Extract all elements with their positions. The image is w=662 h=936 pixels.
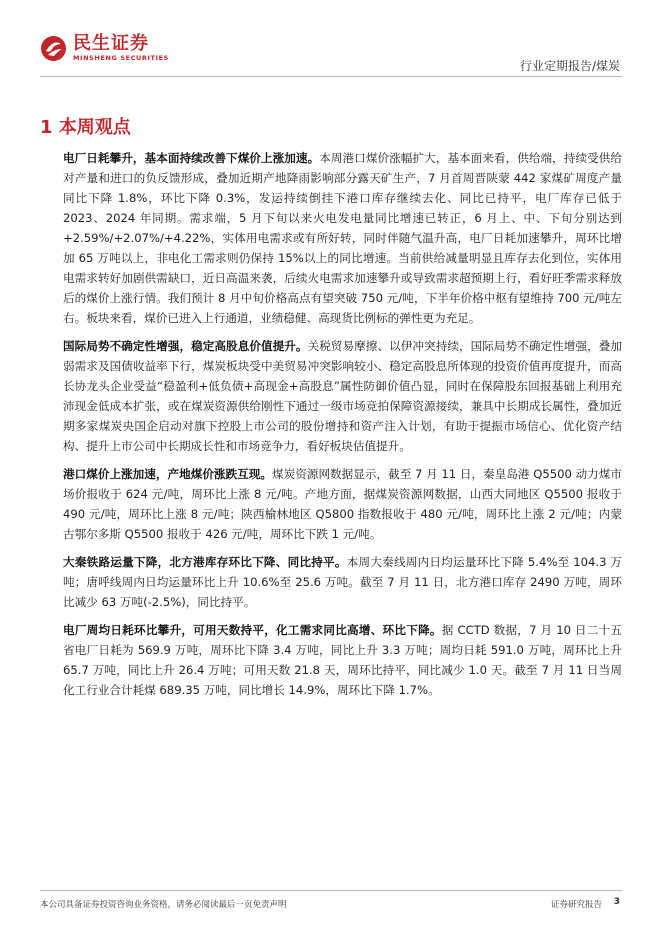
- footer-disclaimer: 本公司具备证券投资咨询业务资格，请务必阅读最后一页免责声明: [40, 900, 287, 910]
- paragraph-lead: 国际局势不确定性增强，稳定高股息价值提升。: [63, 339, 308, 353]
- brand-logo: [40, 34, 169, 63]
- brand-name-cn: 民生证券: [73, 33, 149, 54]
- paragraph-coal-price: [63, 148, 622, 328]
- paragraph-lead: 大秦铁路运量下降，北方港库存环比下降、同比持平。: [63, 555, 347, 569]
- footer-series: 证券研究报告: [550, 900, 602, 910]
- document-type: 行业定期报告/煤炭: [519, 59, 620, 73]
- paragraph-text: 据 CCTD 数据，7 月 10 日二十五省电厂日耗为 569.9 万吨，周环比下降 3.4 万吨，同比上升 3.3 万吨；周均日耗 591.0 万吨，周环比上升 65.7 万吨，同比上升 26.4 万吨；可用天数 21.8 天，周环比持平，同比减少 1.0 天。截至 7 月 11 日当周化工行业合计耗煤 689.35 万吨，同比增长 14.9%，周环比下降 1.7%。: [63, 623, 622, 697]
- minsheng-logo-icon: [40, 35, 67, 62]
- header-divider: [40, 76, 622, 77]
- paragraph-lead: 港口煤价上涨加速，产地煤价涨跌互现。: [63, 467, 272, 481]
- page-number: 3: [613, 897, 620, 907]
- paragraph-dividend-value: [63, 336, 622, 456]
- page-header: [0, 0, 662, 85]
- report-body: [63, 148, 622, 708]
- paragraph-text: 煤炭资源网数据显示，截至 7 月 11 日，秦皇岛港 Q5500 动力煤市场价报收于 624 元/吨，周环比上涨 8 元/吨。产地方面，据煤炭资源网数据，山西大同地区 Q5500 报收于 490 元/吨，周环比上涨 8 元/吨；陕西榆林地区 Q5800 指数报收于 480 元/吨，周环比上涨 2 元/吨；内蒙古鄂尔多斯 Q5500 报收于 426 元/吨，周环比下跌 1 元/吨。: [63, 467, 622, 541]
- paragraph-railway-inventory: [63, 552, 622, 612]
- paragraph-text: 本周港口煤价涨幅扩大，基本面来看，供给端，持续受供给对产量和进口的负反馈形成，叠加近期产地降雨影响部分露天矿生产，7 月首周晋陕蒙 442 家煤矿周度产量同比下降 1.8%，环比下降 0.3%，发运持续倒挂下港口库存继续去化、同比已持平，电厂库存已低于 2023、2024 年同期。需求端，5 月下旬以来火电发电量同比增速已转正，6 月上、中、下旬分别达到+2.59%/+2.07%/+4.22%，实体用电需求或有所好转，同时伴随气温升高，电厂日耗加速攀升，周环比增加 65 万吨以上，非电化工需求则仍保持 15%以上的同比增速。当前供给减量明显且库存去化到位，实体用电需求转好加剧供需缺口，近日高温来袭，后续火电需求加速攀升或导致需求超预期上行，看好旺季需求释放后的煤价上涨行情。我们预计 8 月中旬价格高点有望突破 750 元/吨，下半年价格中枢有望维持 700 元/吨左右。板块来看，煤价已进入上行通道，业绩稳健、高现货比例标的弹性更为充足。: [63, 151, 622, 325]
- paragraph-lead: 电厂周均日耗环比攀升，可用天数持平，化工需求同比高增、环比下降。: [63, 623, 442, 637]
- paragraph-lead: 电厂日耗攀升，基本面持续改善下煤价上涨加速。: [63, 151, 320, 165]
- footer-divider: [40, 890, 622, 891]
- section-title: 1 本周观点: [40, 117, 131, 138]
- paragraph-port-price: [63, 464, 622, 544]
- paragraph-power-consumption: [63, 620, 622, 700]
- brand-name-en: MINSHENG SECURITIES: [73, 54, 169, 62]
- paragraph-text: 本周大秦线周内日均运量环比下降 5.4%至 104.3 万吨；唐呼线周内日均运量环比上升 10.6%至 25.6 万吨。截至 7 月 11 日，北方港口库存 2490 万吨，周环比减少 63 万吨(-2.5%)，同比持平。: [63, 555, 623, 609]
- paragraph-text: 关税贸易摩擦、以伊冲突持续，国际局势不确定性增强，叠加弱需求及国债收益率下行，煤炭板块受中美贸易冲突影响较小、稳定高股息所体现的投资价值再度提升，而高长协龙头企业受益“稳盈利+低负债+高现金+高股息”属性防御价值凸显，同时在保障股东回报基础上利用充沛现金低成本扩张，或在煤炭资源供给刚性下通过一级市场竞拍保障资源接续，兼具中长期成长属性，叠加近期多家煤炭央国企启动对旗下控股上市公司的股份增持和资产注入计划，有助于提振市场信心、优化资产结构、提升上市公司中长期成长性和市场竞争力，看好板块估值提升。: [63, 339, 622, 453]
